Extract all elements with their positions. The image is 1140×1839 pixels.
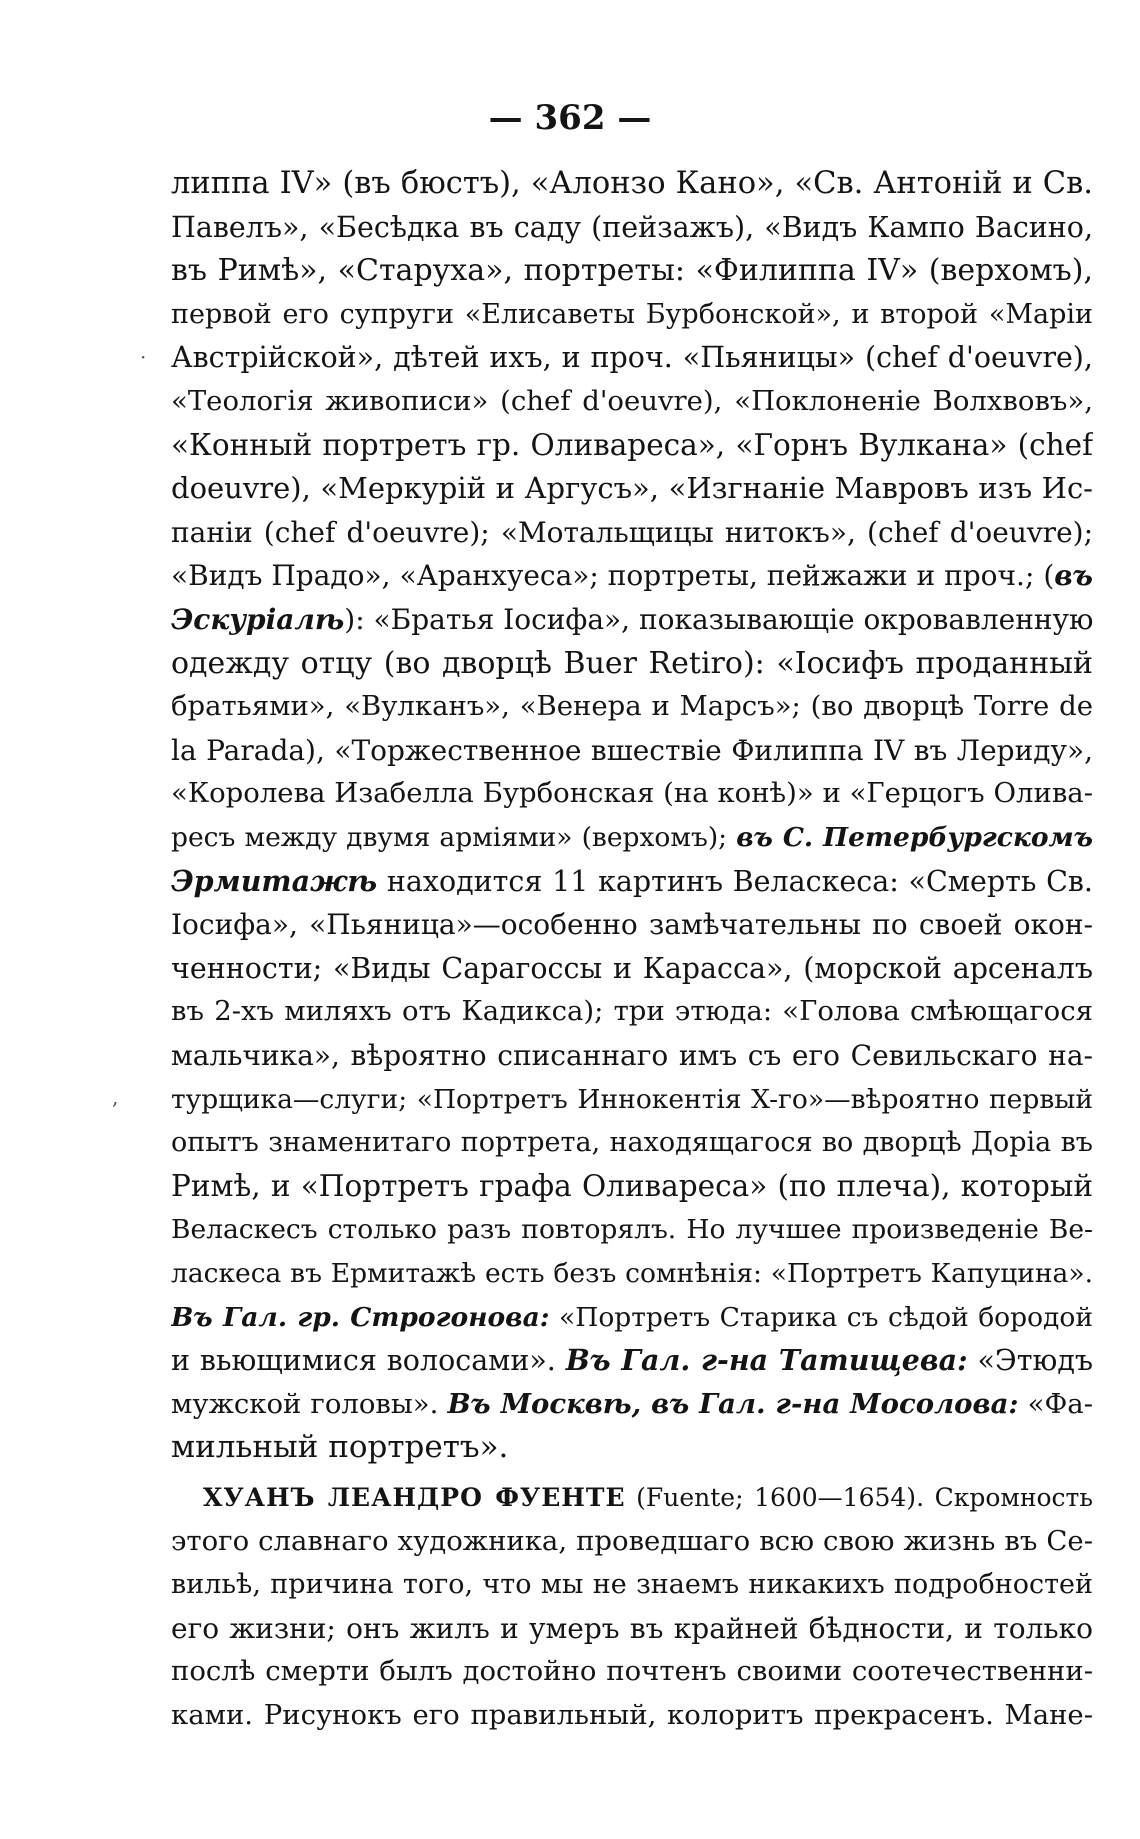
text-line [171, 380, 1093, 423]
text-line [171, 249, 1093, 292]
text-line [171, 685, 1093, 728]
text-line [171, 772, 1093, 815]
text-line [171, 1339, 1093, 1382]
text-line [171, 424, 1093, 467]
text-segment: doeuvre), «Меркурій и Аргусъ», «Изгнаніе Мавровъ изъ Ис- [171, 471, 1093, 506]
text-line [171, 642, 1093, 685]
text-segment: «Королева Изабелла Бурбонская (на конѣ)» и «Герцогъ Олива- [171, 777, 1093, 810]
text-line [171, 206, 1093, 249]
text-segment: находится 11 картинъ Веласкеса: «Смерть Св. [377, 864, 1093, 898]
text-line [171, 554, 1093, 597]
text-segment: липпа IV» (въ бюстъ), «Алонзо Кано», «Св. Антоній и Св. [171, 166, 1093, 201]
text-segment: «Фа- [1018, 1387, 1093, 1420]
text-segment: турщика—слуги; «Портретъ Иннокентія X-го»—вѣроятно первый [171, 1083, 1093, 1115]
text-segment: мильный портретъ». [171, 1429, 509, 1466]
text-segment: (Fuente; 1600—1654). Скромность [625, 1483, 1093, 1512]
text-line [171, 1078, 1093, 1121]
margin-mark: · [140, 345, 147, 369]
text-line [171, 1165, 1093, 1208]
text-line [171, 511, 1093, 554]
text-segment: и вьющимися волосами». [171, 1344, 566, 1378]
text-segment: его жизни; онъ жилъ и умеръ въ крайней бѣдности, и только [171, 1611, 1093, 1645]
text-line [171, 1650, 1093, 1693]
italic-reference: въ С. Петербургскомъ [736, 822, 1093, 853]
text-line [171, 729, 1093, 772]
text-segment: ками. Рисунокъ его правильный, колоритъ прекрасенъ. Мане- [171, 1699, 1093, 1731]
text-line [171, 1252, 1093, 1295]
text-segment: братьями», «Вулканъ», «Венера и Марсъ»; (во дворцѣ Torre de [171, 690, 1093, 723]
text-segment: «Этюдъ [967, 1344, 1093, 1378]
text-segment: Римѣ, и «Портретъ графа Оливареса» (по плеча), который [171, 1168, 1093, 1203]
text-line [171, 467, 1093, 510]
italic-reference: Эрмитажѣ [171, 863, 378, 898]
text-line [171, 1121, 1093, 1164]
italic-reference: въ [1054, 559, 1093, 593]
text-segment: ченности; «Виды Сарагоссы и Карасса», (морской арсеналъ [171, 951, 1093, 985]
text-line [171, 1607, 1093, 1650]
text-line [171, 1426, 1093, 1469]
italic-reference: Эскуріалѣ [171, 603, 345, 636]
text-segment: la Parada), «Торжественное вшествіе Филиппа IV въ Лериду», [171, 733, 1093, 767]
italic-reference: Въ Гал. гр. Строгонова: [171, 1301, 550, 1333]
text-segment: одежду отцу (во дворцѣ Buer Retiro): «Іосифъ проданный [171, 645, 1093, 681]
margin-mark: , [112, 1085, 119, 1109]
text-line [171, 598, 1093, 641]
text-segment: Австрійской», дѣтей ихъ, и проч. «Пьяницы» (chef d'oeuvre), [171, 341, 1093, 375]
text-line [171, 1694, 1093, 1737]
text-line [171, 1296, 1093, 1339]
text-segment: ласкеса въ Ермитажѣ есть безъ сомнѣнія: «Портретъ Капуцина». [171, 1258, 1093, 1289]
text-segment: ): «Братья Іосифа», показывающіе окровавленную [344, 603, 1093, 636]
italic-reference: Въ Гал. г-на Татищева: [565, 1343, 968, 1378]
text-segment: Веласкесъ столько разъ повторялъ. Но лучшее произведеніе Ве- [171, 1214, 1093, 1246]
text-segment: ресъ между двумя арміями» (верхомъ); [171, 822, 737, 853]
text-line [171, 162, 1093, 205]
text-segment: мальчика», вѣроятно списаннаго имъ съ его Севильскаго на- [171, 1039, 1093, 1072]
text-line [171, 1563, 1093, 1606]
text-line [171, 293, 1093, 336]
text-segment: вильѣ, причина того, что мы не знаемъ никакихъ подробностей [171, 1569, 1093, 1601]
text-line [203, 1476, 1093, 1519]
text-segment: «Портретъ Старика съ сѣдой бородой [549, 1301, 1093, 1333]
text-line [171, 1034, 1093, 1077]
text-segment: Іосифа», «Пьяница»—особенно замѣчательны по своей окон- [171, 908, 1093, 942]
text-line [171, 990, 1093, 1033]
artist-name-heading: ХУАНЪ ЛЕАНДРО ФУЕНТЕ [203, 1483, 626, 1512]
text-segment: паніи (chef d'oeuvre); «Мотальщицы нитокъ», (chef d'oeuvre); [171, 515, 1093, 549]
text-segment: опытъ знаменитаго портрета, находящагося во дворцѣ Доріа въ [171, 1127, 1093, 1159]
text-line [171, 860, 1093, 903]
text-line [171, 1520, 1093, 1563]
text-line [171, 903, 1093, 946]
text-line [171, 816, 1093, 859]
text-segment: этого славнаго художника, проведшаго всю свою жизнь въ Се- [171, 1524, 1093, 1557]
text-segment: послѣ смерти былъ достойно почтенъ своими соотечественни- [171, 1655, 1093, 1688]
text-segment: «Конный портретъ гр. Оливареса», «Горнъ Вулкана» (chef [171, 427, 1093, 462]
text-line [171, 947, 1093, 990]
page-number: — 362 — [488, 98, 652, 138]
text-segment: первой его супруги «Елисаветы Бурбонской», и второй «Маріи [171, 298, 1093, 330]
text-segment: въ 2-хъ миляхъ отъ Кадикса); три этюда: «Голова смѣющагося [171, 995, 1093, 1028]
text-line [171, 1208, 1093, 1251]
text-line [171, 1383, 1093, 1426]
text-segment: «Видъ Прадо», «Аранхуеса»; портреты, пейжажи и проч.; ( [171, 559, 1055, 593]
text-segment: «Теологія живописи» (chef d'oeuvre), «Поклоненіе Волхвовъ», [171, 385, 1093, 417]
text-line [171, 336, 1093, 379]
italic-reference: Въ Москвѣ, въ Гал. г-на Мосолова: [447, 1387, 1019, 1420]
text-segment: въ Римѣ», «Старуха», портреты: «Филиппа IV» (верхомъ), [171, 253, 1093, 289]
text-segment: мужской головы». [171, 1387, 448, 1420]
text-segment: Павелъ», «Бесѣдка въ саду (пейзажъ), «Видъ Кампо Васино, [171, 210, 1093, 244]
